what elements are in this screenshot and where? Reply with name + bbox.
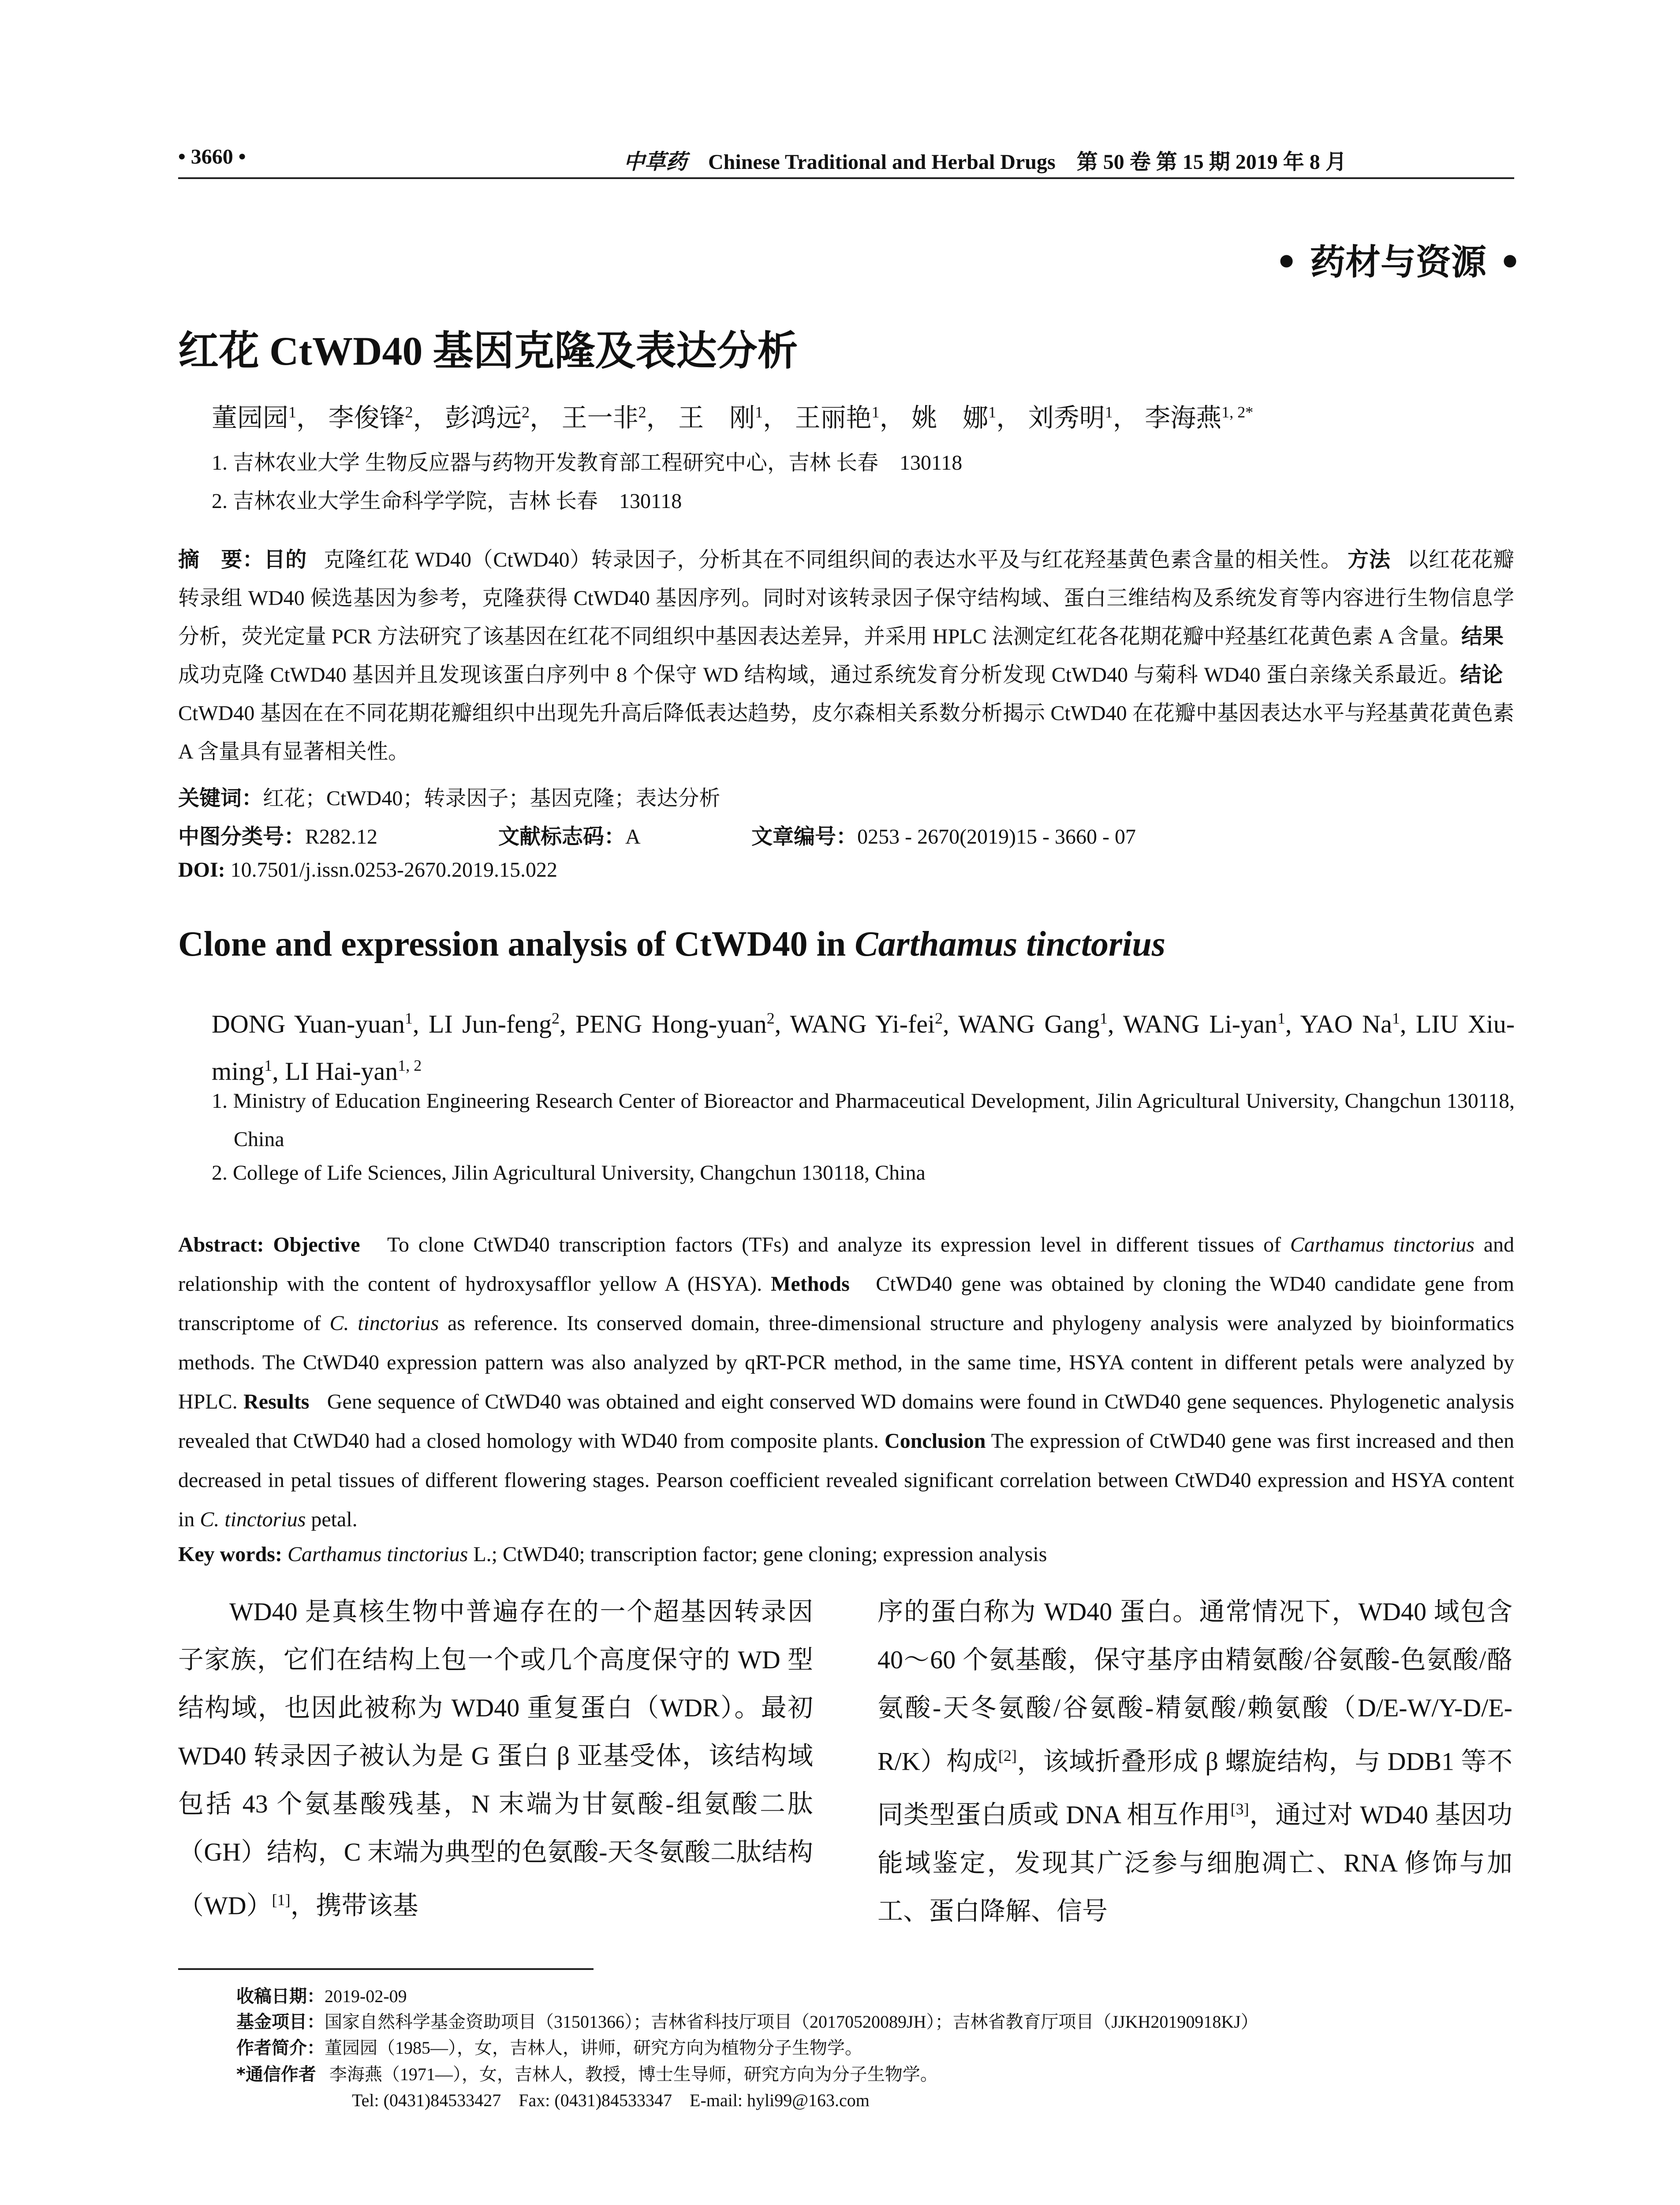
methods-label: Methods xyxy=(771,1272,850,1296)
journal-issue: 第 50 卷 第 15 期 2019 年 8 月 xyxy=(1076,150,1347,174)
author-bio-label: 作者简介： xyxy=(236,2038,325,2058)
article-no-label: 文章编号： xyxy=(751,824,858,849)
keywords-label: Key words: xyxy=(178,1543,282,1566)
author-name: 王一非 xyxy=(561,404,638,432)
keywords-label: 关键词： xyxy=(178,786,263,811)
author-affiliation-mark: 1 xyxy=(288,403,297,421)
author-affiliation-mark: 2 xyxy=(638,403,646,421)
methods-label: 方法 xyxy=(1348,547,1391,572)
journal-name-cn: 中草药 xyxy=(623,149,687,174)
citation-ref: [3] xyxy=(1230,1800,1249,1818)
conclusion-label: Conclusion xyxy=(885,1429,986,1453)
author-name: 王丽艳 xyxy=(795,404,872,432)
author-affiliation-mark: 1 xyxy=(755,403,763,421)
conclusion-text: CtWD40 基因在在不同花期花瓣组织中出现先升高后降低表达趋势，皮尔森相关系数分析揭示 CtWD40 在花瓣中基因表达水平与羟基黄花黄色素 A 含量具有显著相关性。 xyxy=(178,702,1514,763)
citation-ref: [2] xyxy=(998,1747,1017,1764)
footnote-corresponding xyxy=(236,2060,1515,2085)
footnote-rule xyxy=(178,1968,594,1970)
author-affiliation-mark: 2 xyxy=(935,1009,943,1027)
fund-text: 国家自然科学基金资助项目（31501366）；吉林省科技厅项目（20170520089JH）；吉林省教育厅项目（JJKH20190918KJ） xyxy=(325,2012,1258,2032)
author-affiliation-mark: 1 xyxy=(1392,1009,1400,1027)
journal-info xyxy=(623,145,1347,175)
chinese-affiliation-1: 1. 吉林农业大学 生物反应器与药物开发教育部工程研究中心，吉林 长春 130118 xyxy=(212,451,963,475)
author-name: LIU Xiu-ming xyxy=(212,1009,1515,1086)
keywords-text: L.; CtWD40; transcription factor; gene cloning; expression analysis xyxy=(468,1543,1047,1566)
author-name: 刘秀明 xyxy=(1028,404,1105,432)
english-title xyxy=(178,924,1514,964)
body-column-right xyxy=(877,1588,1512,1935)
methods-text-cont: as reference. Its conserved domain, three-dimensional structure and phylogeny analysis were analyzed by bioinformatics methods. The CtWD40 expression pattern was also analyzed by qRT-PCR method, in the same time, HSYA content in different petals were analyzed by HPLC. xyxy=(178,1312,1515,1413)
body-paragraph: WD40 是真核生物中普遍存在的一个超基因转录因子家族，它们在结构上包一个或几个高度保守的 WD 型结构域，也因此被称为 WD40 重复蛋白（WDR）。最初 WD40 转录因子被认为是 G 蛋白 β 亚基受体，该结构域包括 43 个氨基酸残基，N 末端为甘氨酸-组氨酸二肽（GH）结构，C 末端为典型的色氨酸-天冬氨酸二肽结构（WD） xyxy=(178,1597,813,1920)
body-paragraph-cont: ，该域折叠形成 β 螺旋结构，与 DDB1 等不同类型蛋白质或 DNA 相互作用 xyxy=(877,1747,1513,1829)
results-text: Gene sequence of CtWD40 was obtained and eight conserved WD domains were found in CtWD40 gene sequences. Phylogenetic analysis revealed that CtWD40 had a closed homology with WD40 from composite plants. xyxy=(178,1390,1515,1453)
author-name: DONG Yuan-yuan xyxy=(212,1009,405,1039)
doi-label: DOI: xyxy=(178,858,225,882)
author-name: 李俊锋 xyxy=(328,404,405,432)
received-date: 2019-02-09 xyxy=(325,1986,407,2006)
author-affiliation-mark: 1 xyxy=(988,403,997,421)
article-no-value: 0253 - 2670(2019)15 - 3660 - 07 xyxy=(857,825,1136,848)
clc-value: R282.12 xyxy=(305,825,378,848)
author-name: LI Jun-feng xyxy=(428,1009,552,1039)
objective-text-cont: and relationship with the content of hydroxysafflor yellow A (HSYA). xyxy=(178,1233,1515,1296)
body-paragraph-cont: ，携带该基 xyxy=(290,1891,418,1920)
objective-text: 克隆红花 WD40（CtWD40）转录因子，分析其在不同组织间的表达水平及与红花羟基黄色素含量的相关性。 xyxy=(323,548,1342,572)
conclusion-label: 结论 xyxy=(1460,662,1504,687)
author-affiliation-mark: 1 xyxy=(405,1009,413,1027)
author-affiliation-mark: 1 xyxy=(1105,403,1113,421)
abstract-label: Abstract: xyxy=(178,1233,264,1256)
corresponding-text: 李海燕（1971—），女，吉林人，教授，博士生导师，研究方向为分子生物学。 xyxy=(329,2064,938,2084)
body-paragraph-cont: ，通过对 WD40 基因功能域鉴定，发现其广泛参与细胞凋亡、RNA 修饰与加工、蛋白降解、信号 xyxy=(877,1800,1512,1925)
doi-value: 10.7501/j.issn.0253-2670.2019.15.022 xyxy=(230,858,558,882)
footnote-author xyxy=(236,2034,1515,2059)
species-name: C. tinctorius xyxy=(329,1312,439,1335)
objective-text: To clone CtWD40 transcription factors (TFs) and analyze its expression level in different tissues of xyxy=(387,1233,1290,1256)
keywords-species: Carthamus tinctorius xyxy=(287,1543,468,1566)
english-abstract xyxy=(178,1225,1514,1539)
author-affiliation-mark: 1 xyxy=(871,403,880,421)
methods-text: 以红花花瓣转录组 WD40 候选基因为参考，克隆获得 CtWD40 基因序列。同时对该转录因子保守结构域、蛋白三维结构及系统发育等内容进行生物信息学分析，荧光定量 PCR 方法研究了该基因在红花不同组织中基因表达差异，并采用 HPLC 法测定红花各花期花瓣中羟基红花黄色素 A 含量。 xyxy=(178,548,1514,648)
author-affiliation-mark: 1 xyxy=(1099,1009,1108,1027)
author-affiliation-mark: 1 xyxy=(1277,1009,1285,1027)
author-affiliation-mark: 2 xyxy=(552,1009,560,1027)
author-bio-text: 董园园（1985—），女，吉林人，讲师，研究方向为植物分子生物学。 xyxy=(325,2038,862,2058)
english-affiliation-2: 2. College of Life Sciences, Jilin Agricultural University, Changchun 130118, China xyxy=(212,1161,926,1185)
results-label: 结果 xyxy=(1461,624,1504,649)
english-authors: DONG Yuan-yuan$^1$, LI Jun-feng$^2$, PENG Hong-yuan$^2$, WANG Yi-fei$^2$, WANG Gang$^1$, WANG Li-yan$^1$, YAO Na$^1$, LIU Xiu-ming$^1$, LI Hai-yan$^{1, 2}$ xyxy=(212,1009,1515,1086)
author-name: YAO Na xyxy=(1300,1009,1392,1039)
received-label: 收稿日期： xyxy=(236,1986,325,2007)
english-affiliation-1: 1. Ministry of Education Engineering Research Center of Bioreactor and Pharmaceutical Development, Jilin Agricultural University, Changchun 130118, China xyxy=(212,1089,1515,1151)
journal-name-en: Chinese Traditional and Herbal Drugs xyxy=(708,150,1056,174)
footnote-received xyxy=(236,1982,1515,2007)
keywords-text: 红花；CtWD40；转录因子；基因克隆；表达分析 xyxy=(263,787,721,810)
author-name: WANG Gang xyxy=(958,1009,1100,1039)
author-affiliation-mark: 2 xyxy=(766,1009,775,1027)
objective-label: Objective xyxy=(273,1233,360,1256)
author-affiliation-mark: 1, 2* xyxy=(1221,403,1254,421)
author-affiliation-mark: 1, 2 xyxy=(398,1057,422,1075)
classification-line xyxy=(178,819,1514,850)
running-header xyxy=(178,140,1514,176)
footnote-contact: Tel: (0431)84533427 Fax: (0431)84533347 E-mail: hyli99@163.com xyxy=(352,2090,870,2110)
chinese-affiliation-2: 2. 吉林农业大学生命科学学院，吉林 长春 130118 xyxy=(212,490,682,513)
footnote-fund xyxy=(236,2008,1515,2033)
doc-code-value: A xyxy=(625,825,640,848)
chinese-authors: 董园园$^1$， 李俊锋$^2$， 彭鸿远$^2$， 王一非$^2$， 王 刚$^1$， 王丽艳$^1$， 姚 娜$^1$， 刘秀明$^1$， 李海燕$^{1, 2*}$ xyxy=(212,403,1254,432)
header-rule xyxy=(178,177,1514,179)
chinese-abstract xyxy=(178,541,1514,771)
body-column-left xyxy=(178,1588,813,1929)
author-name: PENG Hong-yuan xyxy=(575,1009,767,1039)
chinese-title: 红花 CtWD40 基因克隆及表达分析 xyxy=(178,329,798,374)
author-affiliation-mark: 1 xyxy=(264,1057,273,1075)
methods-text: CtWD40 gene was obtained by cloning the WD40 candidate gene from transcriptome of xyxy=(178,1272,1515,1335)
species-name: Carthamus tinctorius xyxy=(1290,1233,1475,1256)
doi-line xyxy=(178,858,1514,882)
author-name: 王 刚 xyxy=(678,404,755,432)
author-name: 董园园 xyxy=(212,404,289,432)
abstract-label: 摘 要： xyxy=(178,547,264,572)
body-paragraph: 序的蛋白称为 WD40 蛋白。通常情况下，WD40 域包含 40～60 个氨基酸，保守基序由精氨酸/谷氨酸-色氨酸/酪氨酸-天冬氨酸/谷氨酸-精氨酸/赖氨酸（D/E-W/Y-D/E-R/K）构成 xyxy=(877,1597,1512,1776)
english-keywords xyxy=(178,1542,1514,1566)
fund-label: 基金项目： xyxy=(236,2012,325,2032)
column-label: • 药材与资源 • xyxy=(1275,242,1521,283)
author-affiliation-mark: 2 xyxy=(405,403,413,421)
clc-label: 中图分类号： xyxy=(178,824,306,849)
author-name: WANG Yi-fei xyxy=(790,1009,935,1039)
english-title-main: Clone and expression analysis of CtWD40 in xyxy=(178,925,855,964)
english-title-species: Carthamus tinctorius xyxy=(855,925,1166,964)
page-number: • 3660 • xyxy=(178,145,246,168)
citation-ref: [1] xyxy=(272,1891,291,1909)
author-name: 彭鸿远 xyxy=(445,404,522,432)
conclusion-text-cont: petal. xyxy=(306,1508,358,1531)
chinese-keywords xyxy=(178,781,1514,811)
author-name: 李海燕 xyxy=(1145,404,1222,432)
conclusion-text: The expression of CtWD40 gene was first increased and then decreased in petal tissues of different flowering stages. Pearson coefficient revealed significant correlation between CtWD40 expression and HSYA content in xyxy=(178,1429,1515,1531)
corresponding-label: *通信作者 xyxy=(236,2064,316,2085)
author-name: 姚 娜 xyxy=(911,404,989,432)
species-name: C. tinctorius xyxy=(200,1508,306,1531)
objective-label: 目的 xyxy=(264,547,307,572)
results-label: Results xyxy=(243,1390,310,1413)
author-name: LI Hai-yan xyxy=(285,1057,398,1086)
author-name: WANG Li-yan xyxy=(1123,1009,1277,1039)
doc-code-label: 文献标志码： xyxy=(498,824,626,849)
results-text: 成功克隆 CtWD40 基因并且发现该蛋白序列中 8 个保守 WD 结构域，通过系统发育分析发现 CtWD40 与菊科 WD40 蛋白亲缘关系最近。 xyxy=(178,663,1460,687)
author-affiliation-mark: 2 xyxy=(522,403,530,421)
